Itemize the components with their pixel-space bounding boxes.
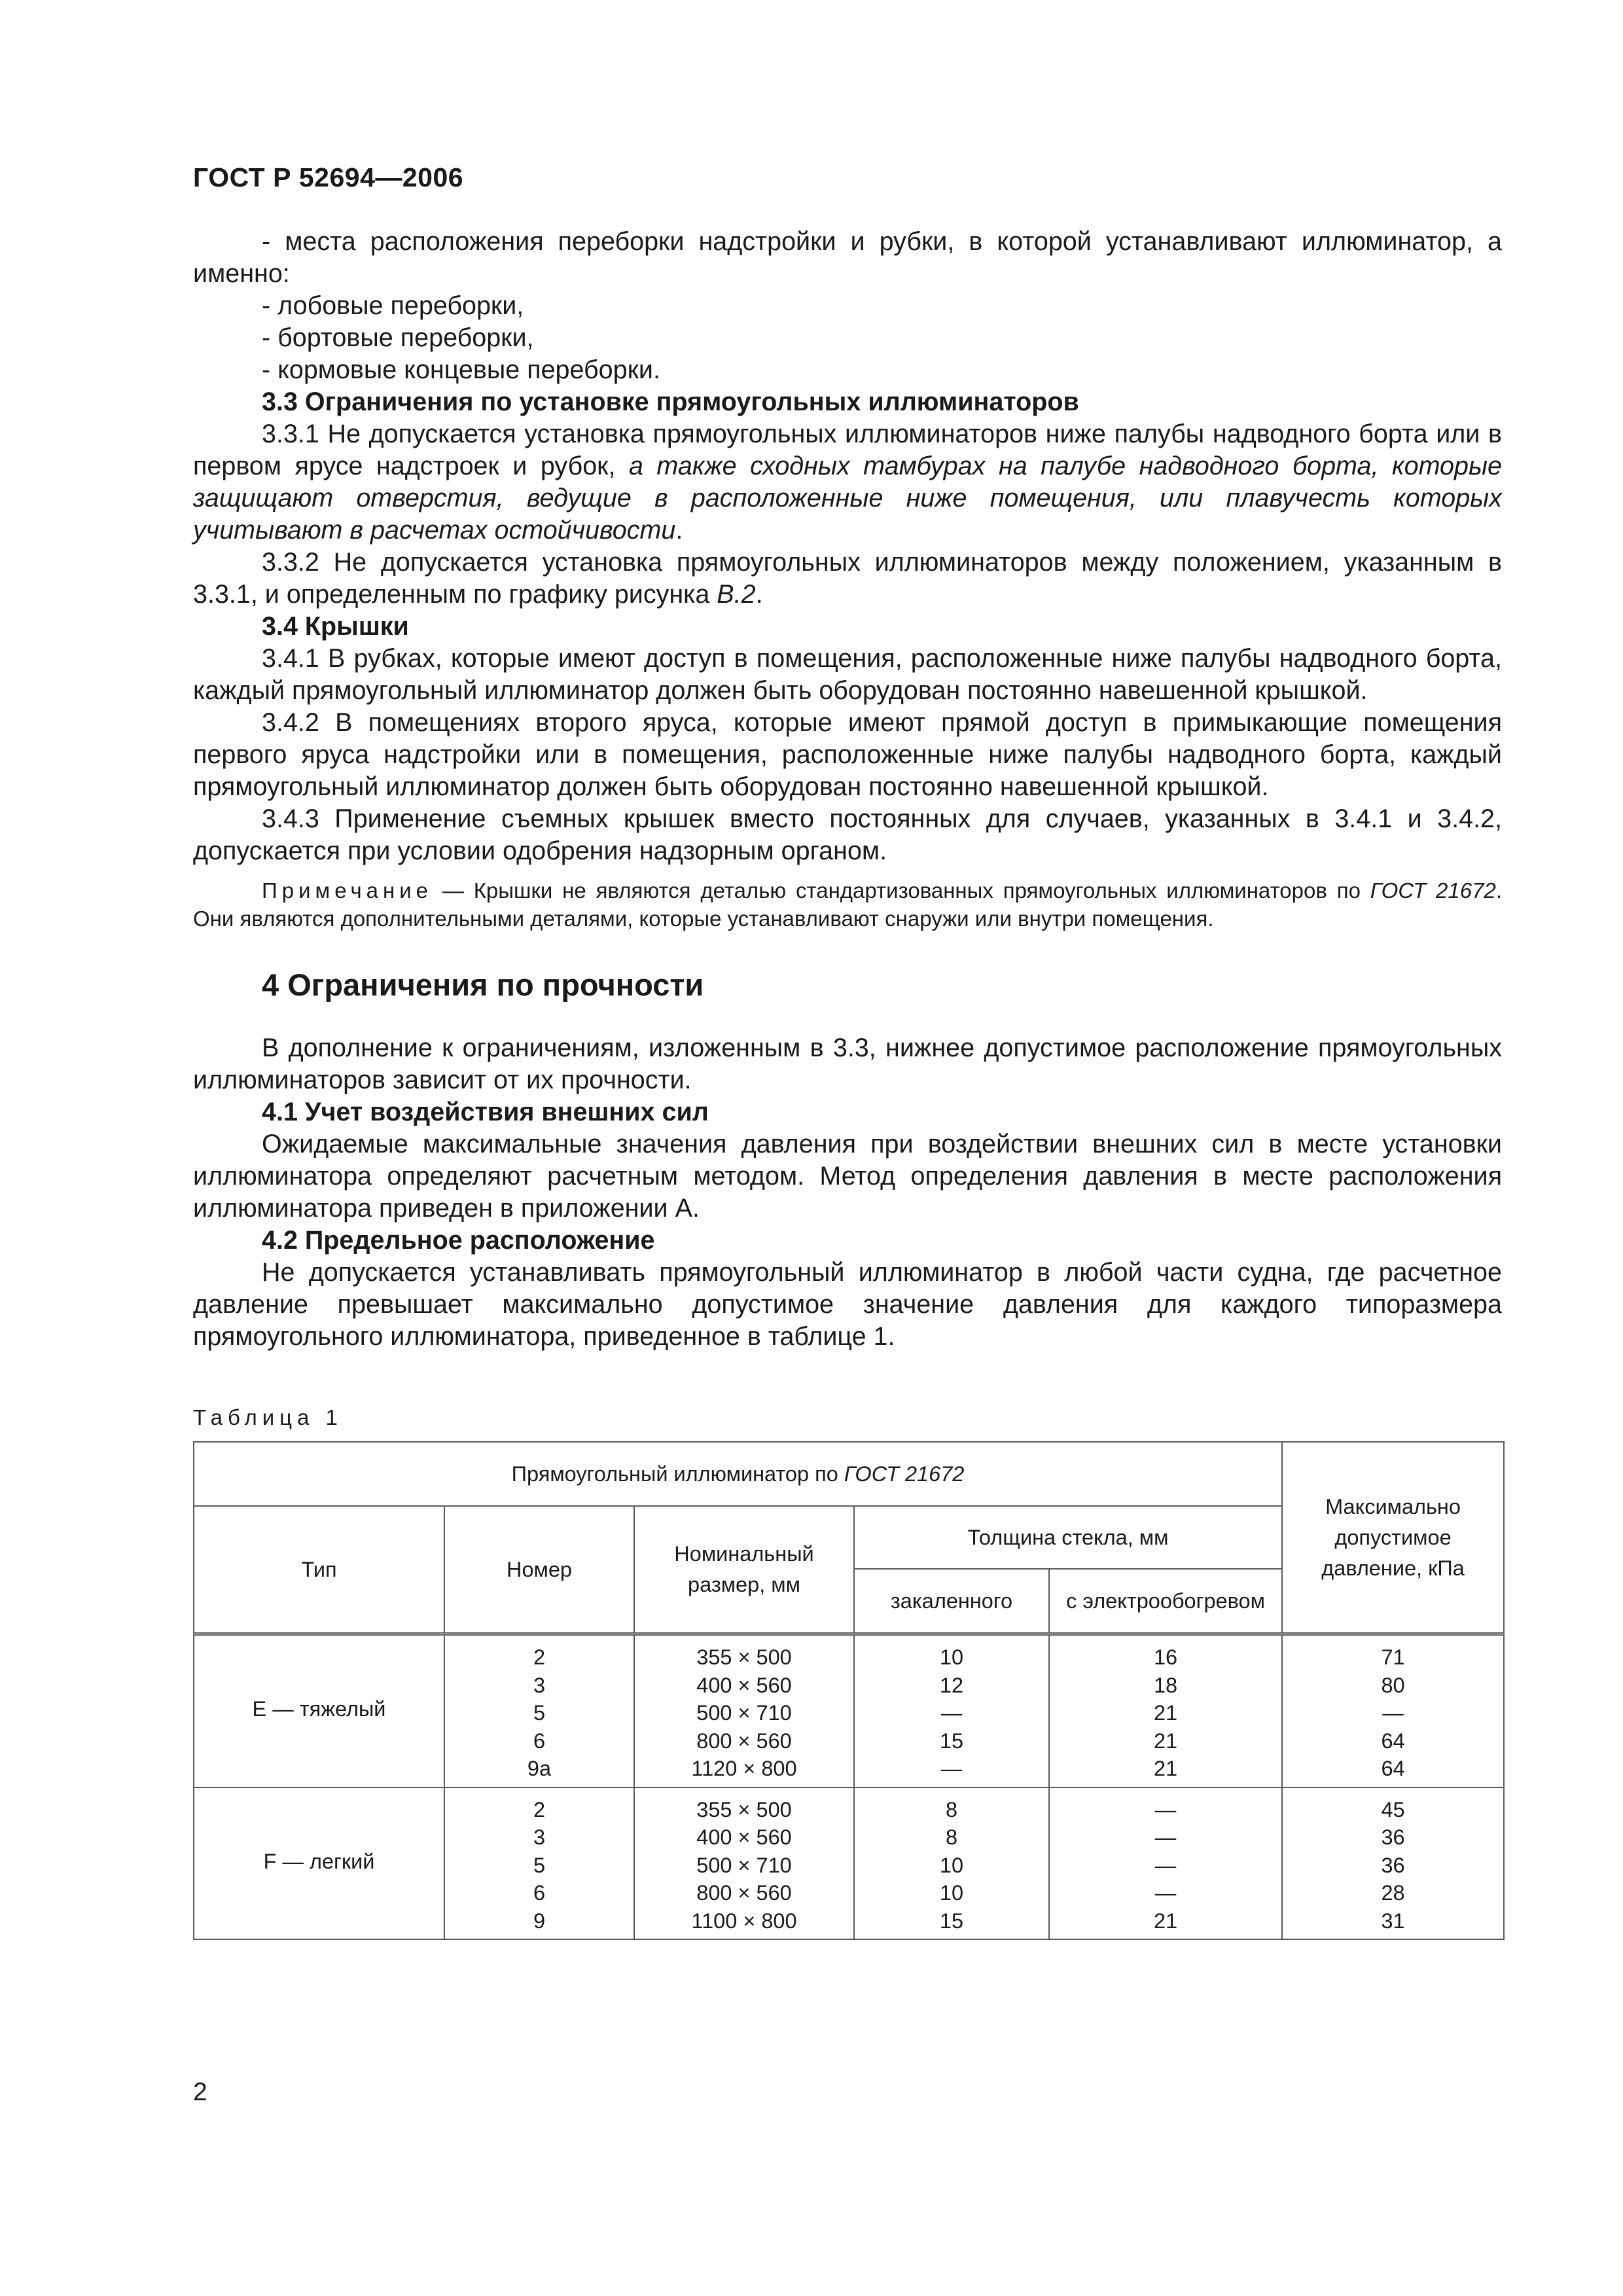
subsection-title: 3.3 Ограничения по установке прямоугольных иллюминаторов [262, 387, 1079, 416]
table-caption: Таблица 1 [193, 1405, 343, 1429]
page-number: 2 [193, 2078, 207, 2106]
cell-value: — [940, 1757, 963, 1780]
list-item: - кормовые концевые переборки. [262, 355, 660, 384]
paragraph: 3.4.1 В рубках, которые имеют доступ в помещения, расположенные ниже палубы надводного борта, каждый прямоугольный иллюминатор должен быть оборудован постоянно навешенной крышкой. [193, 644, 1502, 705]
document-body [193, 226, 1502, 1353]
cell-value: 15 [939, 1909, 964, 1933]
paragraph-text: 3.3.1 Не допускается установка прямоугольных иллюминаторов ниже палубы надводного борта или в первом ярусе надстроек и рубок, [193, 420, 1502, 480]
cell-type: F — легкий [194, 1787, 444, 1940]
cell-value: 21 [1153, 1701, 1178, 1725]
cell-value: — [940, 1701, 963, 1725]
cell-value: 355 × 500 [696, 1645, 792, 1669]
paragraph [193, 418, 1502, 547]
cell-value: 15 [939, 1729, 964, 1753]
note-label: Примечание [262, 878, 433, 903]
paragraph: Ожидаемые максимальные значения давления при воздействии внешних сил в месте установки иллюминатора определяют расчетным методом. Метод определения давления в месте расположения иллюминатора приведен в приложении А. [193, 1130, 1502, 1223]
cell-value: 6 [533, 1881, 546, 1905]
cell-tempered [854, 1787, 1049, 1940]
list-item: - бортовые переборки, [262, 323, 534, 352]
cell-value: 16 [1153, 1645, 1178, 1669]
figure-reference: В.2 [717, 580, 756, 609]
cell-value: 9а [527, 1757, 552, 1780]
cell-value: 5 [533, 1701, 546, 1725]
cell-value: 400 × 560 [696, 1673, 792, 1697]
cell-value: 6 [533, 1729, 546, 1753]
standard-reference: ГОСТ 21672 [1370, 878, 1496, 903]
cell-sizes [634, 1787, 854, 1940]
list-item: - лобовые переборки, [262, 291, 524, 320]
column-header-pressure [1282, 1442, 1504, 1634]
note [193, 876, 1502, 933]
cell-value: 800 × 560 [696, 1729, 792, 1753]
paragraph-text: . [675, 516, 683, 545]
cell-value: 45 [1381, 1797, 1405, 1821]
column-header-glass: Толщина стекла, мм [854, 1506, 1282, 1569]
subsection-title: 3.4 Крышки [262, 612, 409, 641]
cell-value: 9 [533, 1909, 546, 1933]
paragraph [193, 547, 1502, 611]
cell-value: 21 [1153, 1909, 1178, 1933]
cell-value: 3 [533, 1673, 546, 1697]
cell-value: 8 [945, 1797, 958, 1821]
paragraph-text: 3.3.2 Не допускается установка прямоугольных иллюминаторов между положением, указанным в 3.3.1, и определенным по графику рисунка [193, 548, 1502, 609]
cell-type: Е — тяжелый [194, 1634, 444, 1787]
paragraph-text: . [755, 580, 763, 609]
paragraph: 3.4.3 Применение съемных крышек вместо постоянных для случаев, указанных в 3.4.1 и 3.4.2, допускается при условии одобрения надзорным органом. [193, 804, 1502, 865]
cell-value: 10 [939, 1881, 964, 1905]
column-header-tempered: закаленного [854, 1569, 1049, 1634]
cell-numbers [444, 1787, 634, 1940]
cell-value: 21 [1153, 1729, 1178, 1753]
cell-value: 8 [945, 1825, 958, 1849]
cell-heated [1049, 1787, 1282, 1940]
cell-sizes [634, 1634, 854, 1787]
cell-value: 500 × 710 [696, 1853, 792, 1877]
cell-value: 10 [939, 1853, 964, 1877]
header-line: размер, мм [688, 1573, 800, 1596]
cell-value: — [1154, 1853, 1177, 1877]
cell-value: — [1154, 1881, 1177, 1905]
document-header-code: ГОСТ Р 52694—2006 [193, 162, 464, 192]
cell-value: 355 × 500 [696, 1797, 792, 1821]
note-text: — Крышки не являются деталью стандартизованных прямоугольных иллюминаторов по [433, 878, 1370, 903]
cell-value: 500 × 710 [696, 1701, 792, 1725]
table-row [194, 1787, 1504, 1940]
cell-value: 36 [1381, 1825, 1405, 1849]
cell-value: 64 [1381, 1729, 1405, 1753]
cell-value: 21 [1153, 1757, 1178, 1780]
paragraph: Не допускается устанавливать прямоугольный иллюминатор в любой части судна, где расчетное давление превышает максимально допустимое значение давления для каждого типоразмера прямоугольного иллюминатора, приведенное в таблице 1. [193, 1258, 1502, 1351]
header-text: Прямоугольный иллюминатор по [511, 1462, 844, 1486]
document-page [193, 0, 1502, 2296]
cell-heated [1049, 1634, 1282, 1787]
cell-numbers [444, 1634, 634, 1787]
column-header-heated: с электрообогревом [1049, 1569, 1282, 1634]
paragraph: 3.4.2 В помещениях второго яруса, которые имеют прямой доступ в примыкающие помещения первого яруса надстройки или в помещения, расположенные ниже палубы надводного борта, каждый прямоугольный иллюминатор должен быть оборудован постоянно навешенной крышкой. [193, 708, 1502, 801]
cell-value: 31 [1381, 1909, 1405, 1933]
cell-value: 1100 × 800 [691, 1909, 797, 1933]
cell-value: — [1154, 1797, 1177, 1821]
paragraph: - места расположения переборки надстройки и рубки, в которой устанавливают иллюминатор, а именно: [193, 227, 1502, 288]
italic-text: а также сходных тамбурах на палубе надводного борта, которые защищают отверстия, ведущие в расположенные ниже помещения, или плавучесть которых учитывают в расчетах остойчивости [193, 452, 1502, 545]
header-line: Максимально [1325, 1494, 1461, 1518]
subsection-title: 4.2 Предельное расположение [262, 1226, 655, 1255]
paragraph: В дополнение к ограничениям, изложенным в 3.3, нижнее допустимое расположение прямоугольных иллюминаторов зависит от их прочности. [193, 1033, 1502, 1094]
cell-value: 400 × 560 [696, 1825, 792, 1849]
cell-value: — [1154, 1825, 1177, 1849]
cell-value: — [1382, 1701, 1404, 1725]
table-row [194, 1634, 1504, 1787]
column-header-type: Тип [194, 1506, 444, 1634]
table-group-header [194, 1442, 1282, 1506]
cell-value: 3 [533, 1825, 546, 1849]
cell-value: 2 [533, 1797, 546, 1821]
cell-value: 64 [1381, 1757, 1405, 1780]
cell-value: 18 [1153, 1673, 1178, 1697]
column-header-size [634, 1506, 854, 1634]
cell-value: 10 [939, 1645, 964, 1669]
cell-value: 28 [1381, 1881, 1405, 1905]
note-text: . Они являются дополнительными деталями, которые устанавливают снаружи или внутри помещения. [193, 878, 1502, 931]
cell-value: 12 [939, 1673, 964, 1697]
cell-value: 5 [533, 1853, 546, 1877]
standard-reference: ГОСТ 21672 [844, 1462, 965, 1486]
cell-value: 2 [533, 1645, 546, 1669]
cell-pressure [1282, 1787, 1504, 1940]
cell-value: 800 × 560 [696, 1881, 792, 1905]
cell-value: 80 [1381, 1673, 1405, 1697]
data-table [193, 1441, 1505, 1940]
subsection-title: 4.1 Учет воздействия внешних сил [262, 1098, 709, 1126]
header-line: допустимое [1334, 1525, 1452, 1549]
cell-pressure [1282, 1634, 1504, 1787]
header-line: Номинальный [674, 1542, 814, 1566]
column-header-number: Номер [444, 1506, 634, 1634]
cell-value: 36 [1381, 1853, 1405, 1877]
section-title: 4 Ограничения по прочности [262, 967, 704, 1002]
cell-value: 1120 × 800 [691, 1757, 797, 1780]
header-line: давление, кПа [1321, 1556, 1465, 1580]
cell-value: 71 [1381, 1645, 1405, 1669]
cell-tempered [854, 1634, 1049, 1787]
